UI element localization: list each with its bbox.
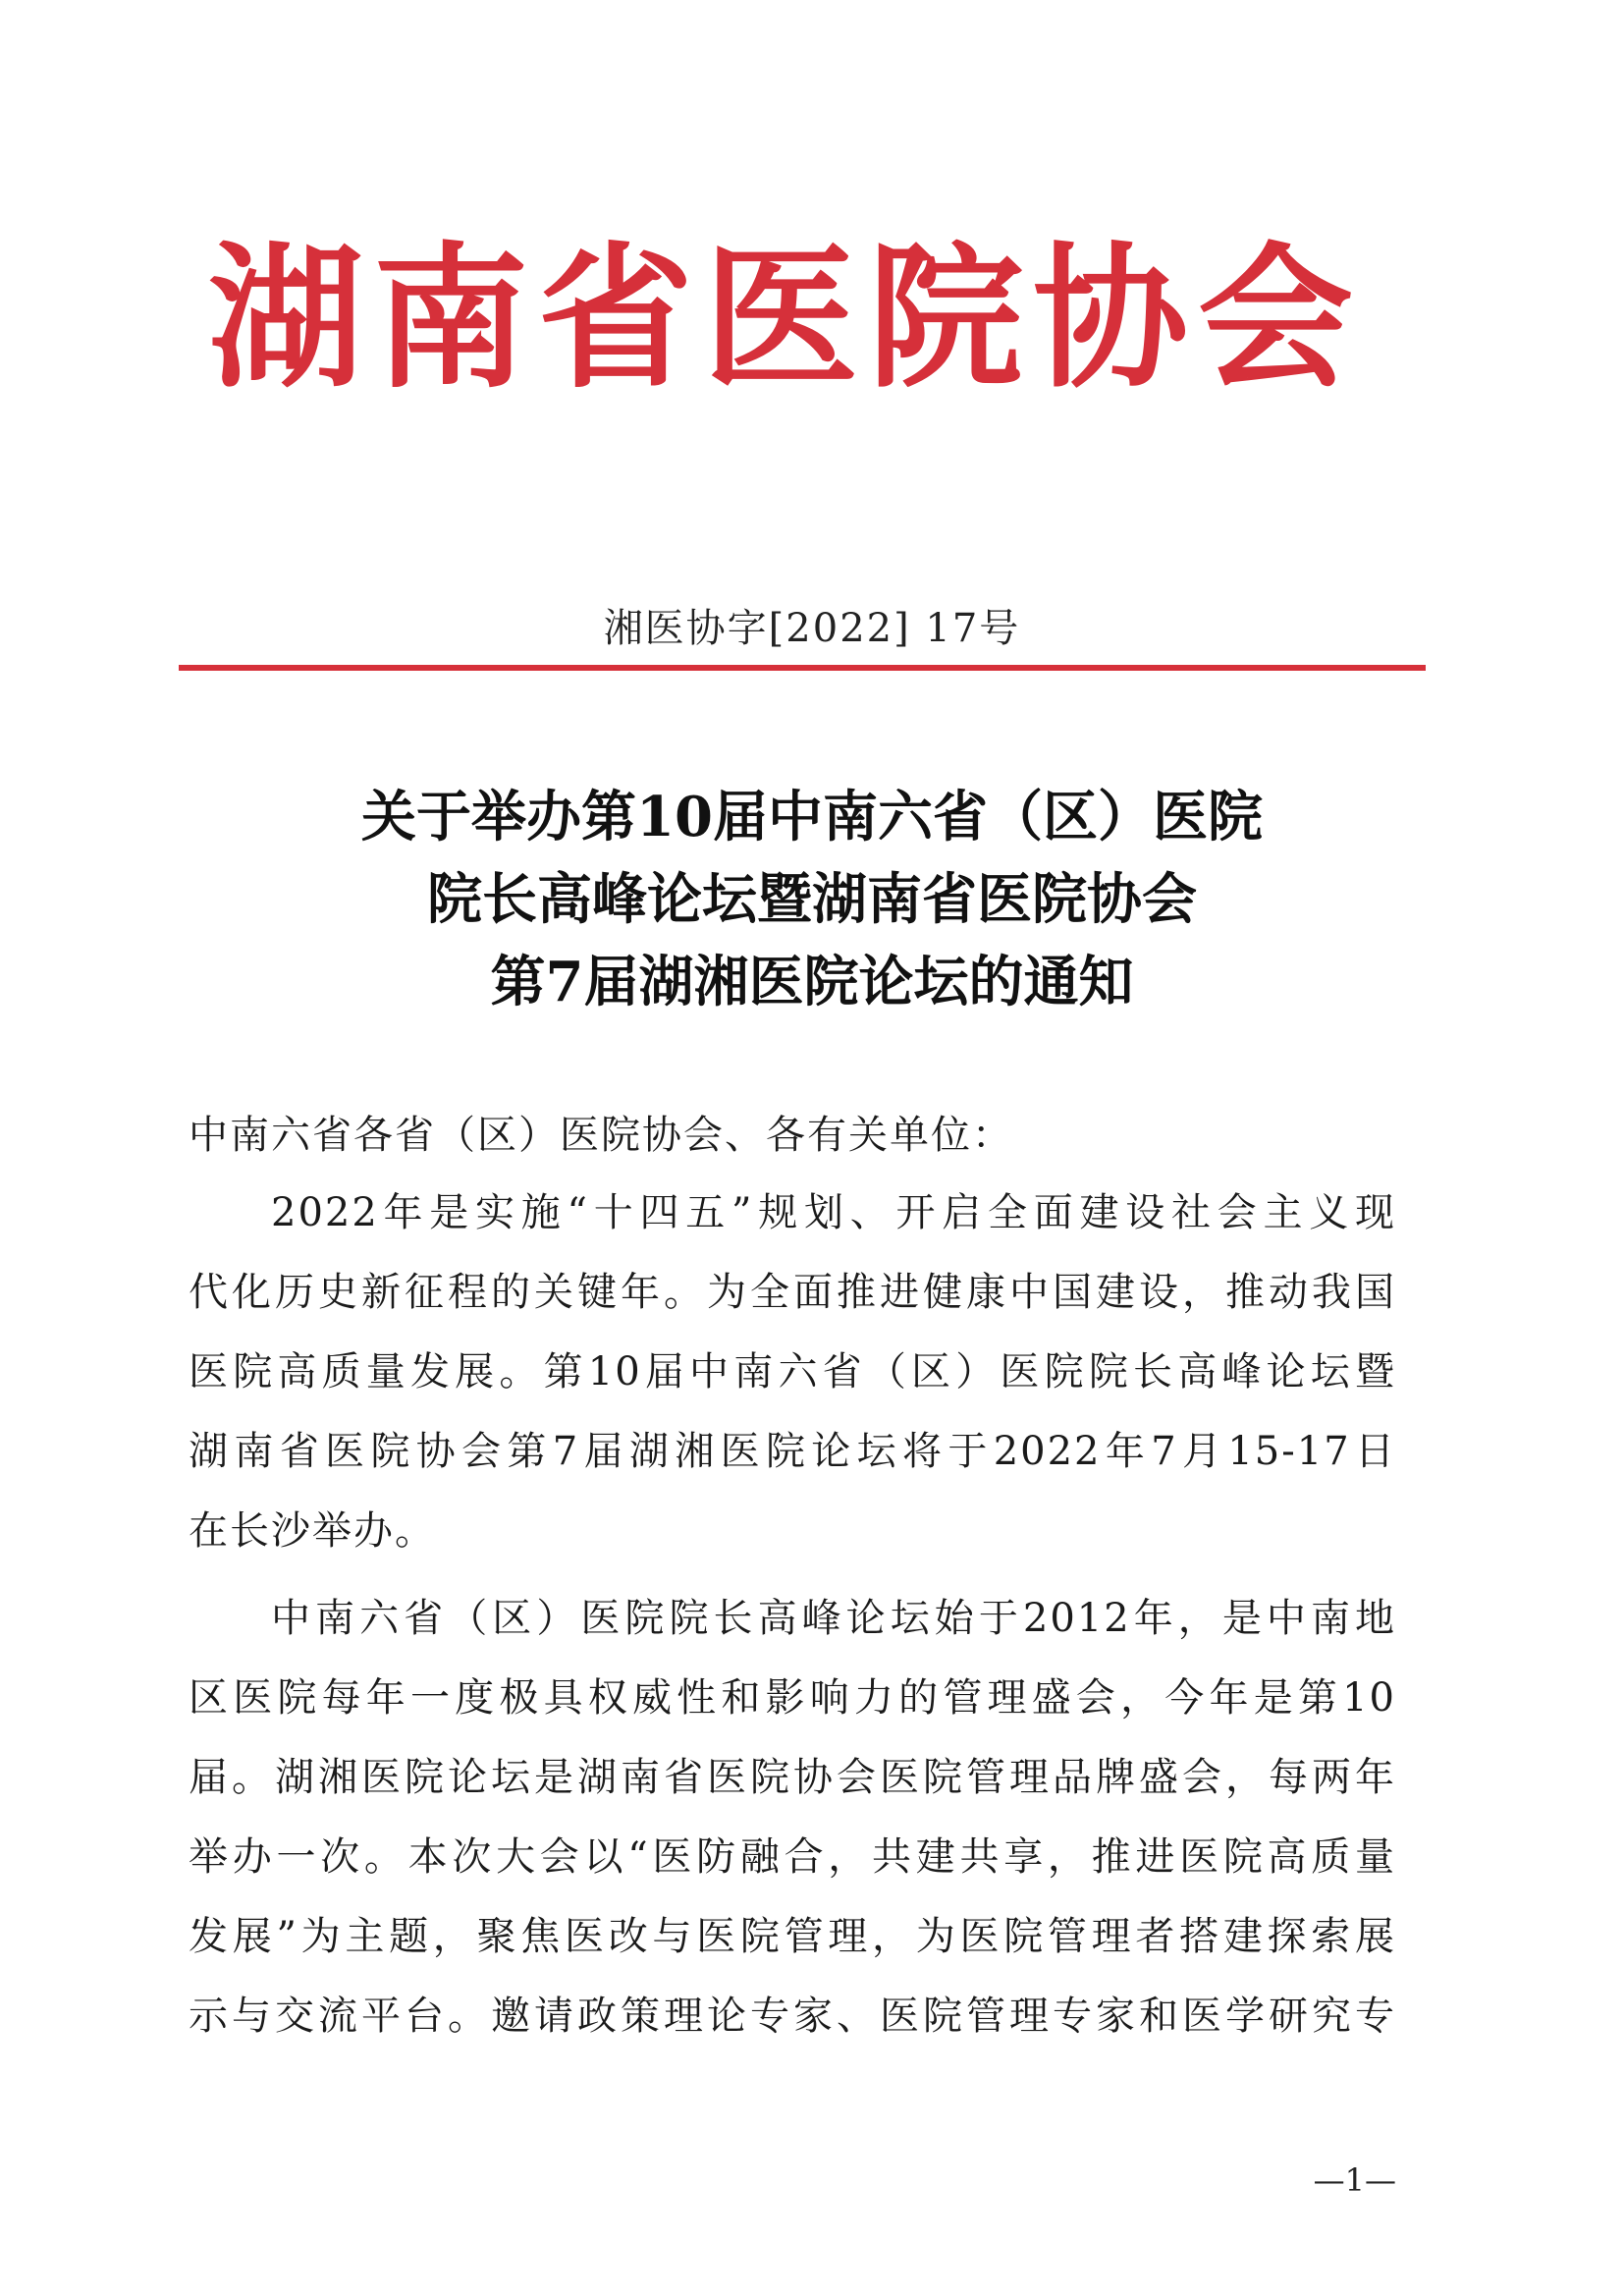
title-line: 关于举办第10届中南六省（区）医院 (361, 785, 1263, 849)
paragraph-line: 在长沙举办。 (189, 1508, 436, 1554)
paragraph-line: 举办一次。本次大会以“医防融合，共建共享，推进医院高质量 (189, 1834, 1396, 1880)
page-number: —1— (1313, 2161, 1396, 2199)
body-paragraph (189, 1579, 1396, 2056)
body-paragraph (189, 1174, 1396, 1571)
red-divider (179, 665, 1426, 671)
paragraph-line: 届。湖湘医院论坛是湖南省医院协会医院管理品牌盛会，每两年 (189, 1755, 1396, 1800)
paragraph-line: 2022年是实施“十四五”规划、开启全面建设社会主义现 (271, 1190, 1396, 1235)
paragraph-line: 发展”为主题，聚焦医改与医院管理，为医院管理者搭建探索展 (189, 1914, 1396, 1959)
organization-name: 湖南省医院协会 (208, 228, 1363, 410)
paragraph-line: 区医院每年一度极具权威性和影响力的管理盛会，今年是第10 (189, 1675, 1396, 1721)
paragraph-line: 代化历史新征程的关键年。为全面推进健康中国建设，推动我国 (189, 1270, 1396, 1315)
salutation: 中南六省各省（区）医院协会、各有关单位： (189, 1113, 1013, 1158)
title-line: 第7届湖湘医院论坛的通知 (490, 950, 1134, 1014)
title-line: 院长高峰论坛暨湖南省医院协会 (427, 867, 1197, 932)
paragraph-line: 示与交流平台。邀请政策理论专家、医院管理专家和医学研究专 (189, 1994, 1396, 2039)
paragraph-line: 湖南省医院协会第7届湖湘医院论坛将于2022年7月15-17日 (189, 1429, 1396, 1474)
paragraph-line: 中南六省（区）医院院长高峰论坛始于2012年，是中南地 (271, 1596, 1396, 1641)
document-title (147, 776, 1477, 1023)
paragraph-line: 医院高质量发展。第10届中南六省（区）医院院长高峰论坛暨 (189, 1349, 1396, 1394)
document-number: 湘医协字[2022] 17号 (603, 606, 1021, 651)
